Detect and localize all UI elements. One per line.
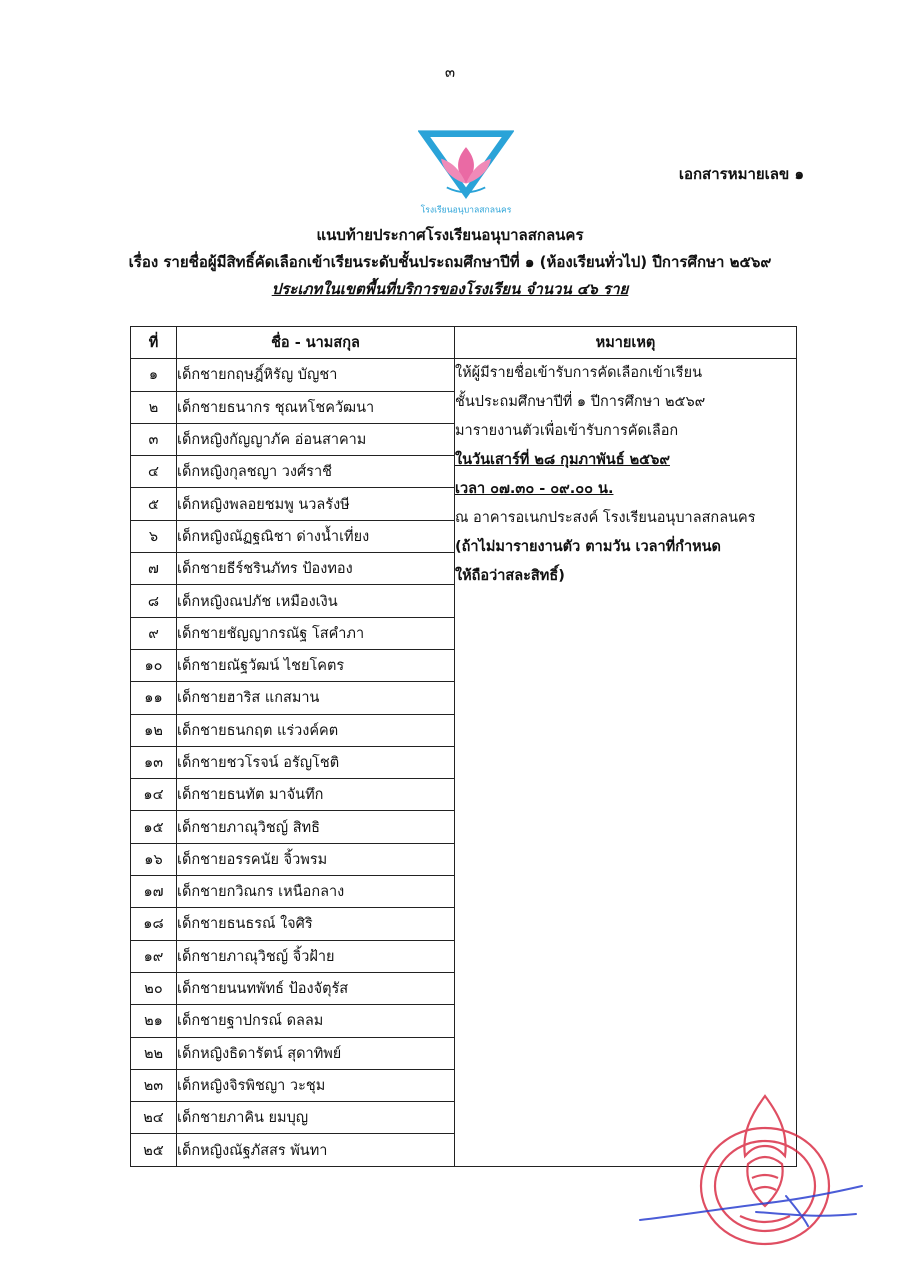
remark-date: ในวันเสาร์ที่ ๒๘ กุมภาพันธ์ ๒๕๖๙ xyxy=(455,452,670,469)
row-name: เด็กหญิงพลอยชมพู นวลรังษี xyxy=(177,488,455,520)
applicant-table xyxy=(130,326,797,1167)
row-name: เด็กชายกฤษฎิ์หิรัญ บัญชา xyxy=(177,359,455,391)
remark-cell xyxy=(455,359,797,1166)
header-name: ชื่อ - นามสกุล xyxy=(177,327,455,359)
row-name: เด็กชายฮาริส แกสมาน xyxy=(177,682,455,714)
row-name: เด็กหญิงณัฏฐณิชา ด่างน้ำเที่ยง xyxy=(177,520,455,552)
row-name: เด็กชายณัฐวัฒน์ ไชยโคตร xyxy=(177,649,455,681)
row-name: เด็กชายนนทพัทธ์ ป้องจัตุรัส xyxy=(177,972,455,1004)
table-row xyxy=(131,359,797,391)
row-name: เด็กชายชัญญากรณัฐ โสคำภา xyxy=(177,617,455,649)
remark-warning: ให้ถือว่าสละสิทธิ์) xyxy=(455,568,565,585)
row-name: เด็กชายอรรคนัย จิ้วพรม xyxy=(177,843,455,875)
row-name: เด็กชายธนทัต มาจันทึก xyxy=(177,779,455,811)
row-number: ๒ xyxy=(131,391,177,423)
row-number: ๑๒ xyxy=(131,714,177,746)
row-number: ๑๖ xyxy=(131,843,177,875)
row-number: ๒๐ xyxy=(131,972,177,1004)
row-number: ๑๕ xyxy=(131,811,177,843)
row-name: เด็กชายภาคิน ยมบุญ xyxy=(177,1102,455,1134)
heading-line-2: เรื่อง รายชื่อผู้มีสิทธิ์คัดเลือกเข้าเรียนระดับชั้นประถมศึกษาปีที่ ๑ (ห้องเรียนทั่วไป) ปีการศึกษา ๒๕๖๙ xyxy=(128,253,772,271)
remark-line: ให้ผู้มีรายชื่อเข้ารับการคัดเลือกเข้าเรียน xyxy=(455,365,702,382)
row-number: ๒๑ xyxy=(131,1005,177,1037)
row-name: เด็กชายภาณุวิชญ์ สิทธิ xyxy=(177,811,455,843)
signature xyxy=(636,1168,866,1238)
row-number: ๑๘ xyxy=(131,908,177,940)
row-name: เด็กชายธนกฤต แร่วงค์คต xyxy=(177,714,455,746)
row-number: ๔ xyxy=(131,456,177,488)
document-reference: เอกสารหมายเลข ๑ xyxy=(678,165,804,183)
school-logo xyxy=(418,126,514,222)
table-header-row xyxy=(131,327,797,359)
remark-time: เวลา ๐๗.๓๐ - ๐๙.๐๐ น. xyxy=(455,481,614,498)
row-name: เด็กชายธีร์ชรินภัทร ป้องทอง xyxy=(177,553,455,585)
row-number: ๑๗ xyxy=(131,876,177,908)
row-number: ๒๓ xyxy=(131,1069,177,1101)
row-number: ๑๔ xyxy=(131,779,177,811)
row-number: ๒๔ xyxy=(131,1102,177,1134)
row-name: เด็กหญิงธิดารัตน์ สุดาทิพย์ xyxy=(177,1037,455,1069)
remark-line: มารายงานตัวเพื่อเข้ารับการคัดเลือก xyxy=(455,423,679,440)
row-name: เด็กชายภาณุวิชญ์ จิ้วฝ้าย xyxy=(177,940,455,972)
row-number: ๘ xyxy=(131,585,177,617)
logo-text: โรงเรียนอนุบาลสกลนคร xyxy=(420,205,512,216)
header-remark: หมายเหตุ xyxy=(455,327,797,359)
row-name: เด็กชายธนธรณ์ ใจศิริ xyxy=(177,908,455,940)
row-number: ๒๕ xyxy=(131,1134,177,1166)
row-number: ๖ xyxy=(131,520,177,552)
header-no: ที่ xyxy=(131,327,177,359)
row-name: เด็กชายฐาปกรณ์ ดลลม xyxy=(177,1005,455,1037)
row-name: เด็กชายกวิณกร เหนือกลาง xyxy=(177,876,455,908)
remark-warning: (ถ้าไม่มารายงานตัว ตามวัน เวลาที่กำหนด xyxy=(455,539,721,556)
row-number: ๒๒ xyxy=(131,1037,177,1069)
row-name: เด็กหญิงณัฐภัสสร พันทา xyxy=(177,1134,455,1166)
document-heading xyxy=(0,222,900,303)
heading-line-3: ประเภทในเขตพื้นที่บริการของโรงเรียน จำนวน ๔๖ ราย xyxy=(271,280,629,298)
row-name: เด็กหญิงจิรพิชญา วะชุม xyxy=(177,1069,455,1101)
row-number: ๑๑ xyxy=(131,682,177,714)
row-name: เด็กหญิงณปภัช เหมืองเงิน xyxy=(177,585,455,617)
remark-line: ชั้นประถมศึกษาปีที่ ๑ ปีการศึกษา ๒๕๖๙ xyxy=(455,394,706,411)
remark-venue: ณ อาคารอเนกประสงค์ โรงเรียนอนุบาลสกลนคร xyxy=(455,510,756,527)
row-number: ๑๙ xyxy=(131,940,177,972)
row-name: เด็กหญิงกุลชญา วงศ์ราชี xyxy=(177,456,455,488)
row-number: ๙ xyxy=(131,617,177,649)
page-number: ๓ xyxy=(444,63,456,81)
row-number: ๗ xyxy=(131,553,177,585)
row-name: เด็กชายชวโรจน์ อรัญโชติ xyxy=(177,746,455,778)
row-number: ๕ xyxy=(131,488,177,520)
heading-line-1: แนบท้ายประกาศโรงเรียนอนุบาลสกลนคร xyxy=(316,226,584,244)
row-name: เด็กชายธนากร ชุณหโชควัฒนา xyxy=(177,391,455,423)
row-number: ๑๓ xyxy=(131,746,177,778)
row-name: เด็กหญิงกัญญาภัค อ่อนสาคาม xyxy=(177,423,455,455)
row-number: ๓ xyxy=(131,423,177,455)
row-number: ๑ xyxy=(131,359,177,391)
row-number: ๑๐ xyxy=(131,649,177,681)
